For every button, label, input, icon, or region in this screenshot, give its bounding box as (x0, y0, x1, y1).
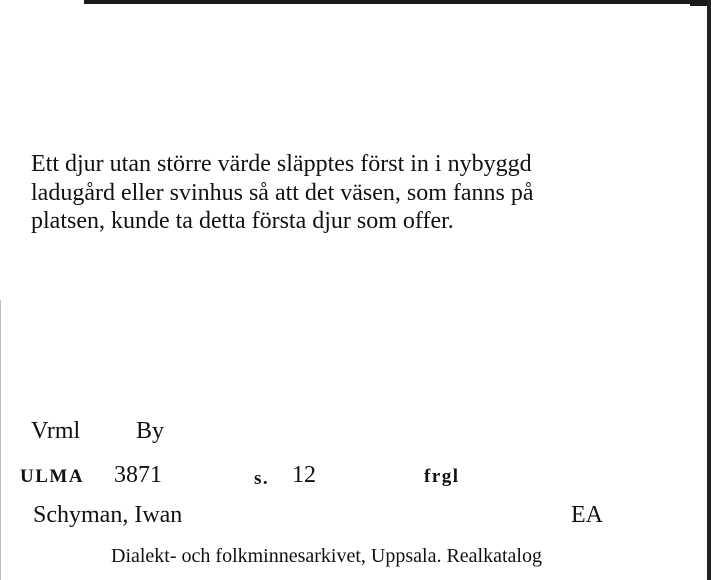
body-line-2: ladugård eller svinhus så att det väsen, som fanns på (31, 179, 534, 206)
card-right-edge (707, 0, 711, 580)
card-left-edge (0, 300, 1, 580)
page-number: 12 (292, 462, 316, 488)
archive-label: ULMA (20, 466, 85, 487)
category-code: EA (571, 502, 603, 528)
card-body-text (31, 150, 651, 236)
topic-label: By (136, 418, 165, 444)
body-line-3: platsen, kunde ta detta första djur som offer. (31, 208, 454, 234)
archive-footer: Dialekt- och folkminnesarkivet, Uppsala. Realkatalog (111, 545, 542, 567)
type-label: frgl (424, 466, 460, 487)
informant-name: Schyman, Iwan (33, 502, 183, 528)
page-label: s. (254, 468, 270, 489)
card-top-edge (84, 0, 711, 4)
body-line-1: Ett djur utan större värde släpptes först in i nybyggd (31, 151, 532, 177)
province-label: Vrml (31, 418, 81, 444)
archive-number: 3871 (114, 462, 162, 488)
